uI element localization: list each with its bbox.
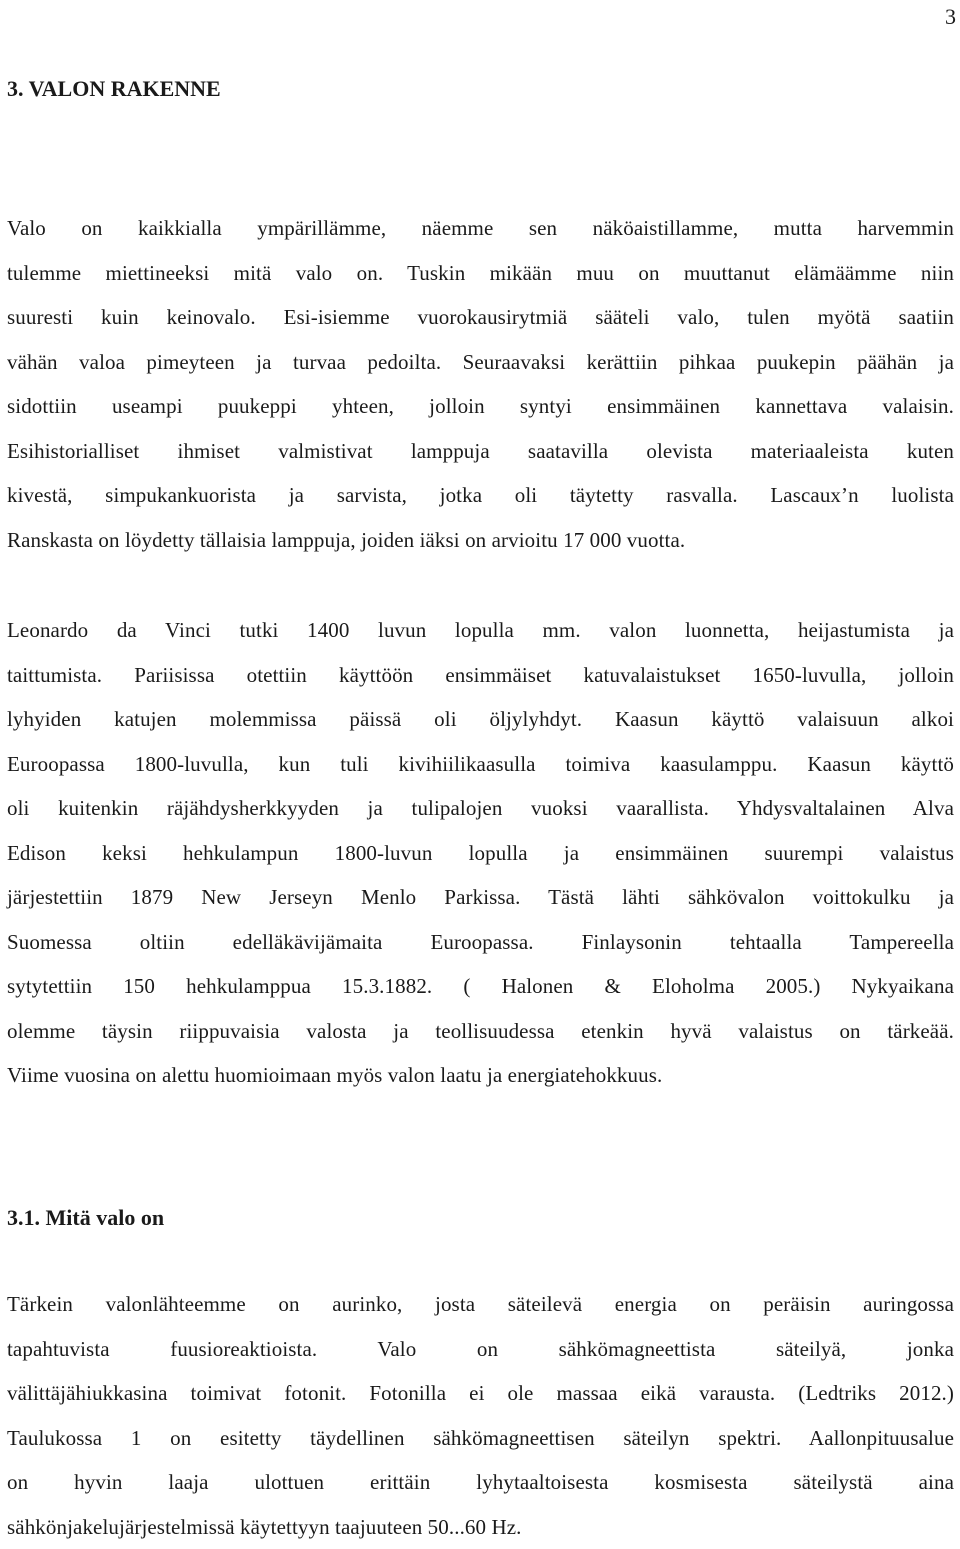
paragraph-1 xyxy=(7,206,954,562)
page-number: 3 xyxy=(945,4,956,30)
text-line: Esihistorialliset ihmiset valmistivat lamppuja saatavilla olevista materiaaleista kuten xyxy=(7,429,954,474)
text-line: tapahtuvista fuusioreaktioista. Valo on sähkömagneettista säteilyä, jonka xyxy=(7,1327,954,1372)
text-line: Euroopassa 1800-luvulla, kun tuli kivihiilikaasulla toimiva kaasulamppu. Kaasun käyttö xyxy=(7,742,954,787)
text-line: järjestettiin 1879 New Jerseyn Menlo Parkissa. Tästä lähti sähkövalon voittokulku ja xyxy=(7,875,954,920)
text-line: lyhyiden katujen molemmissa päissä oli öljylyhdyt. Kaasun käyttö valaisuun alkoi xyxy=(7,697,954,742)
text-line: Viime vuosina on alettu huomioimaan myös valon laatu ja energiatehokkuus. xyxy=(7,1053,954,1098)
text-line: on hyvin laaja ulottuen erittäin lyhytaaltoisesta kosmisesta säteilystä aina xyxy=(7,1460,954,1505)
text-line: tulemme miettineeksi mitä valo on. Tuskin mikään muu on muuttanut elämäämme niin xyxy=(7,251,954,296)
text-line: Suomessa oltiin edelläkävijämaita Euroopassa. Finlaysonin tehtaalla Tampereella xyxy=(7,920,954,965)
text-line: sidottiin useampi puukeppi yhteen, jolloin syntyi ensimmäinen kannettava valaisin. xyxy=(7,384,954,429)
text-line: Tärkein valonlähteemme on aurinko, josta säteilevä energia on peräisin auringossa xyxy=(7,1282,954,1327)
paragraph-2 xyxy=(7,608,954,1098)
text-line: kivestä, simpukankuorista ja sarvista, jotka oli täytetty rasvalla. Lascaux’n luolista xyxy=(7,473,954,518)
text-line: vähän valoa pimeyteen ja turvaa pedoilta. Seuraavaksi kerättiin pihkaa puukepin päähän ja xyxy=(7,340,954,385)
text-line: olemme täysin riippuvaisia valosta ja teollisuudessa etenkin hyvä valaistus on tärkeää. xyxy=(7,1009,954,1054)
text-line: Taulukossa 1 on esitetty täydellinen sähkömagneettisen säteilyn spektri. Aallonpituusalue xyxy=(7,1416,954,1461)
text-line: sytytettiin 150 hehkulamppua 15.3.1882. ( Halonen & Eloholma 2005.) Nykyaikana xyxy=(7,964,954,1009)
text-line: Leonardo da Vinci tutki 1400 luvun lopulla mm. valon luonnetta, heijastumista ja xyxy=(7,608,954,653)
text-line: oli kuitenkin räjähdysherkkyyden ja tulipalojen vuoksi vaarallista. Yhdysvaltalainen Alva xyxy=(7,786,954,831)
text-line: sähkönjakelujärjestelmissä käytettyyn taajuuteen 50...60 Hz. xyxy=(7,1505,954,1549)
text-line: välittäjähiukkasina toimivat fotonit. Fotonilla ei ole massaa eikä varausta. (Ledtriks 2012.) xyxy=(7,1371,954,1416)
text-line: taittumista. Pariisissa otettiin käyttöön ensimmäiset katuvalaistukset 1650-luvulla, jolloin xyxy=(7,653,954,698)
text-line: Ranskasta on löydetty tällaisia lamppuja, joiden iäksi on arvioitu 17 000 vuotta. xyxy=(7,518,954,563)
text-line: suuresti kuin keinovalo. Esi-isiemme vuorokausirytmiä sääteli valo, tulen myötä saatiin xyxy=(7,295,954,340)
text-line: Valo on kaikkialla ympärillämme, näemme sen näköaistillamme, mutta harvemmin xyxy=(7,206,954,251)
text-line: Edison keksi hehkulampun 1800-luvun lopulla ja ensimmäinen suurempi valaistus xyxy=(7,831,954,876)
subsection-paragraph-1 xyxy=(7,1282,954,1549)
subsection-heading: 3.1. Mitä valo on xyxy=(7,1207,164,1229)
section-heading: 3. VALON RAKENNE xyxy=(7,78,221,100)
